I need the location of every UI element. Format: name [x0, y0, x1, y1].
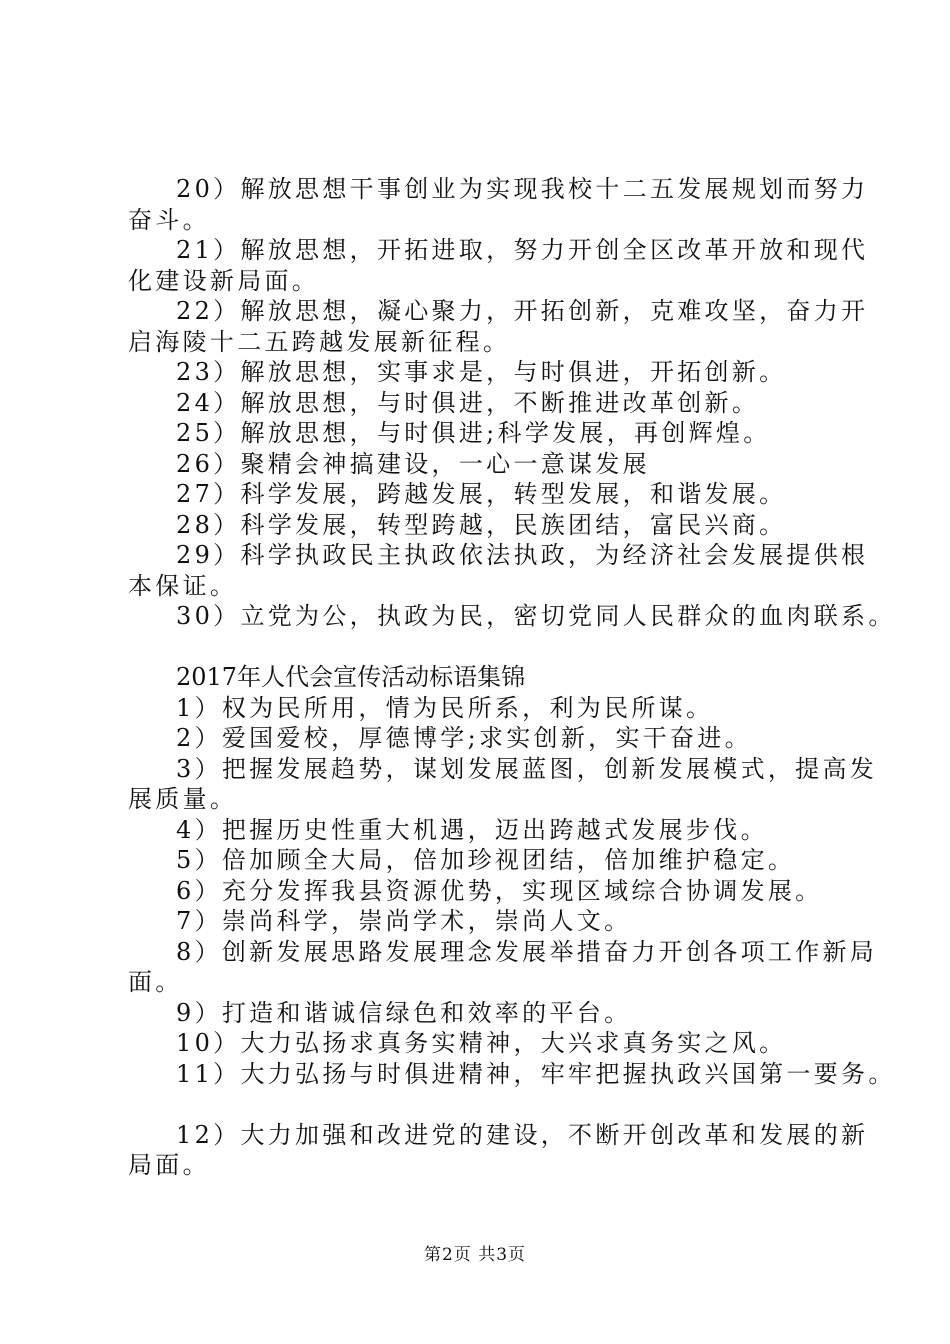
text-line: 5）倍加顾全大局，倍加珍视团结，倍加维护稳定。 [176, 846, 796, 874]
text-line: 4）把握历史性重大机遇，迈出跨越式发展步伐。 [176, 815, 768, 844]
text-line: 28）科学发展，转型跨越，民族团结，富民兴商。 [176, 510, 787, 539]
text-line: 27）科学发展，跨越发展，转型发展，和谐发展。 [176, 480, 787, 508]
text-line: 面。 [128, 968, 183, 996]
text-line: 本保证。 [128, 571, 238, 600]
text-line: 21）解放思想，开拓进取，努力开创全区改革开放和现代 [176, 236, 869, 264]
text-line: 29）科学执政民主执政依法执政，为经济社会发展提供根 [176, 541, 869, 569]
text-line: 8）创新发展思路发展理念发展举措奋力开创各项工作新局 [176, 937, 878, 966]
text-line: 启海陵十二五跨越发展新征程。 [128, 327, 511, 356]
text-line: 24）解放思想，与时俱进，不断推进改革创新。 [176, 388, 760, 417]
text-line: 局面。 [128, 1151, 210, 1179]
text-line: 9）打造和谐诚信绿色和效率的平台。 [176, 998, 632, 1027]
text-line: 2）爱国爱校，厚德博学;求实创新，实干奋进。 [176, 724, 752, 752]
text-line: 展质量。 [128, 785, 238, 813]
text-line: 23）解放思想，实事求是，与时俱进，开拓创新。 [176, 358, 787, 386]
page-footer: 第2页 共3页 [423, 1245, 527, 1265]
text-line: 奋斗。 [128, 205, 210, 234]
text-line: 12）大力加强和改进党的建设，不断开创改革和发展的新 [176, 1120, 869, 1149]
text-line: 30）立党为公，执政为民，密切党同人民群众的血肉联系。 [176, 602, 896, 630]
blank-line [128, 632, 848, 663]
text-line: 6）充分发挥我县资源优势，实现区域综合协调发展。 [176, 876, 823, 905]
text-line: 20）解放思想干事创业为实现我校十二五发展规划而努力 [176, 175, 869, 203]
text-line: 25）解放思想，与时俱进;科学发展，再创辉煌。 [176, 419, 771, 447]
blank-line [128, 1089, 848, 1120]
text-line: 11）大力弘扬与时俱进精神，牢牢把握执政兴国第一要务。 [176, 1059, 896, 1088]
text-line: 22）解放思想，凝心聚力，开拓创新，克难攻坚，奋力开 [176, 297, 869, 325]
text-line: 26）聚精会神搞建设，一心一意谋发展 [176, 449, 650, 478]
text-line: 1）权为民所用，情为民所系，利为民所谋。 [176, 693, 714, 722]
text-line: 10）大力弘扬求真务实精神，大兴求真务实之风。 [176, 1029, 787, 1057]
text-line: 3）把握发展趋势，谋划发展蓝图，创新发展模式，提高发 [176, 754, 878, 783]
section-heading: 2017年人代会宣传活动标语集锦 [176, 663, 526, 691]
text-line: 化建设新局面。 [128, 266, 320, 295]
document-body [128, 174, 896, 1181]
text-line: 7）崇尚科学，崇尚学术，崇尚人文。 [176, 907, 632, 935]
